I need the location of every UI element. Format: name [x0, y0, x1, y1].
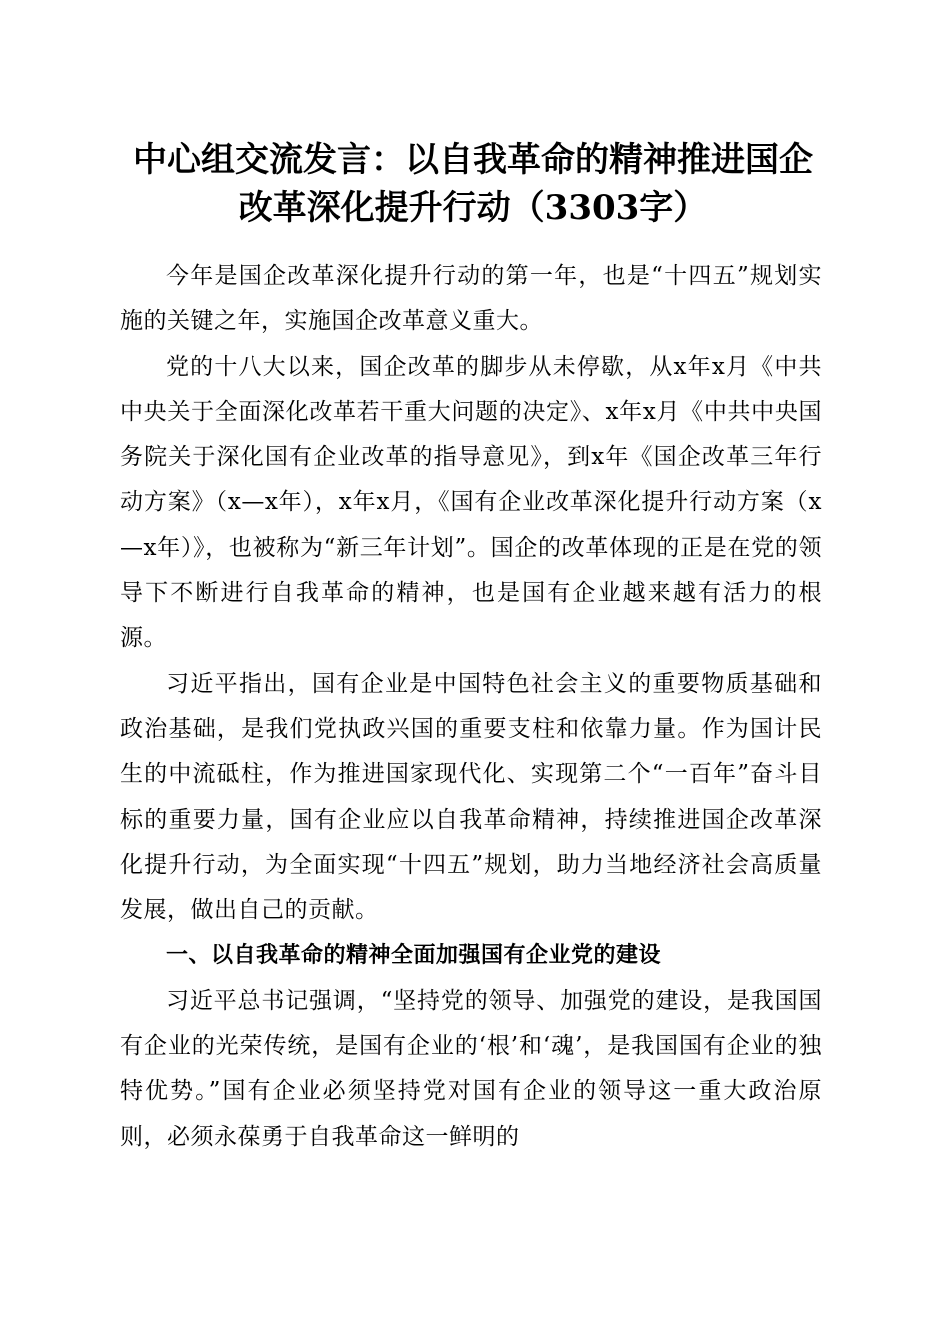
document-title [118, 136, 828, 232]
title-line-2: 改革深化提升行动（3303字） [238, 188, 708, 228]
paragraph-2: 党的十八大以来，国企改革的脚步从未停歇，从x年x月《中共中央关于全面深化改革若干重大问题的决定》、x年x月《中共中央国务院关于深化国有企业改革的指导意见》，到x年《国企改革三年行动方案》（x—x年），x年x月，《国有企业改革深化提升行动方案（x—x年）》，也被称为“新三年计划”。国企的改革体现的正是在党的领导下不断进行自我革命的精神，也是国有企业越来越有活力的根源。 [120, 353, 822, 652]
document-body [120, 254, 822, 1160]
paragraph-3: 习近平指出，国有企业是中国特色社会主义的重要物质基础和政治基础，是我们党执政兴国的重要支柱和依靠力量。作为国计民生的中流砥柱，作为推进国家现代化、实现第二个“一百年”奋斗目标的重要力量，国有企业应以自我革命精神，持续推进国企改革深化提升行动，为全面实现“十四五”规划，助力当地经济社会高质量发展，做出自己的贡献。 [120, 670, 822, 924]
paragraph-1: 今年是国企改革深化提升行动的第一年，也是“十四五”规划实施的关键之年，实施国企改革意义重大。 [120, 263, 822, 335]
title-line-1: 中心组交流发言：以自我革命的精神推进国企 [133, 140, 813, 180]
section-heading-1: 一、以自我革命的精神全面加强国有企业党的建设 [166, 943, 662, 969]
paragraph-4: 习近平总书记强调，“坚持党的领导、加强党的建设，是我国国有企业的光荣传统，是国有企业的‘根’和‘魂’，是我国国有企业的独特优势。”国有企业必须坚持党对国有企业的领导这一重大政治原则，必须永葆勇于自我革命这一鲜明的 [120, 987, 822, 1150]
